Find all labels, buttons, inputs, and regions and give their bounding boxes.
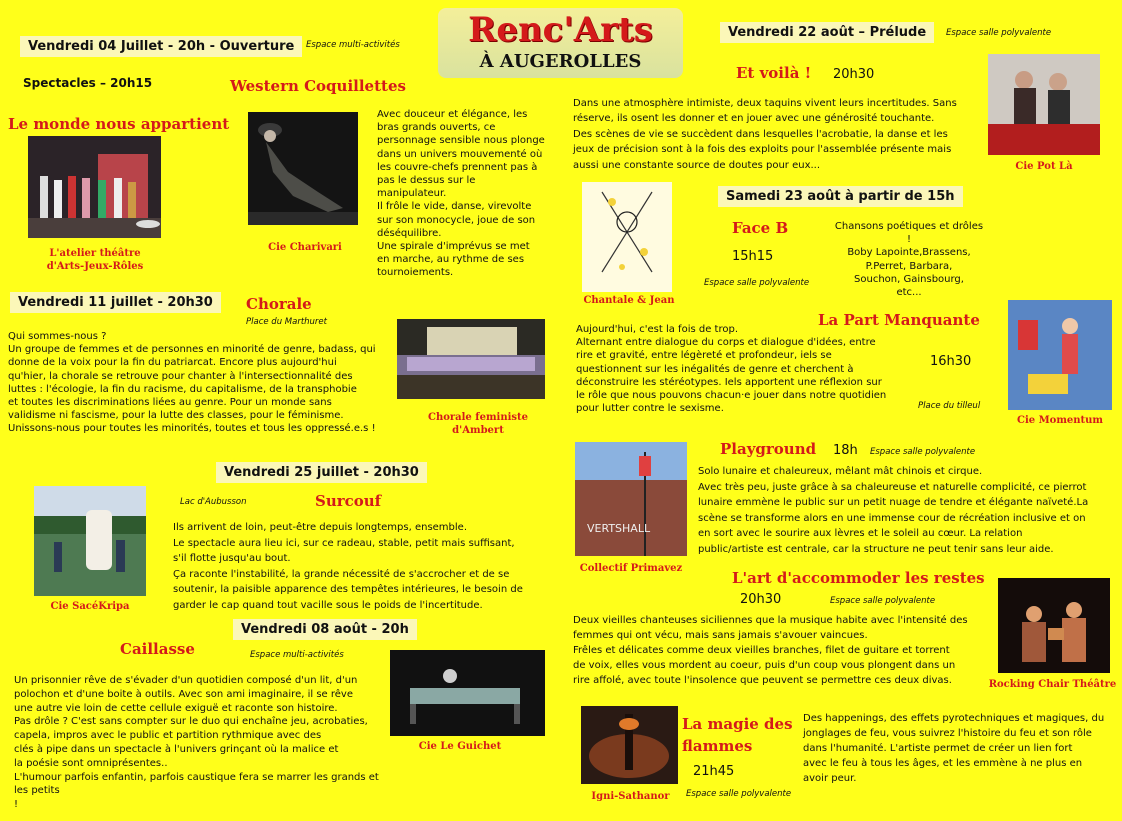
faceb-description [834,220,984,299]
caillasse-line: Pas drôle ? C'est sans compter sur le duo qui enchaîne jeu, acrobaties, [14,716,368,728]
date-08-aout: Vendredi 08 août - 20h [233,619,417,640]
flammes-line: avoir peur. [803,773,857,784]
restes-line: Frêles et délicates comme deux vieilles branches, filet de guitare et torrent [573,645,950,656]
venue-caillasse: Espace multi-activités [250,650,344,660]
etvoila-line: aussi une constante source de doutes pour eux... [573,159,821,171]
playground-title: Playground [720,440,817,458]
western-line: personnage sensible nous plonge [377,135,545,147]
chorale-line: Qui sommes-nous ? [8,331,107,342]
western-line: Une spirale d'imprévus se met [377,241,530,253]
venue-ev5: Espace salle polyvalente [946,28,1052,38]
partmanquante-line: questionnent sur les inégalités de genre et cherchent à [576,363,854,375]
date-22-aout: Vendredi 22 août – Prélude [720,22,934,43]
flammes-line: Des happenings, des effets pyrotechniques et magiques, du [803,713,1105,724]
caillasse-line: capela, impros avec le public et partition rythmique avec des [14,730,322,742]
partmanquante-line: déconstruire les stéréotypes. Iels apportent une réflexion sur [576,376,882,388]
etvoila-line: jeux de précision sont à la fois des exploits pour l'assemblée présente mais [573,144,952,156]
surcouf-title: Surcouf [315,492,382,510]
faceb-line: Chansons poétiques et drôles ! [834,221,984,246]
monde-title: Le monde nous appartient [8,115,230,133]
playground-line: Solo lunaire et chaleureux, mêlant mât chinois et cirque. [698,466,983,477]
playground-line: en sort avec le sourire aux lèvres et le soleil au cœur. La relation [698,528,1023,540]
caillasse-line: ! [14,799,19,811]
caillasse-line: L'humour parfois enfantin, parfois caustique fera se marrer les grands et les petits [14,771,379,797]
flammes-line: avec le feu à tous les âges, et les emmène à ne plus en [803,758,1083,769]
caption-cie-le-guichet: Cie Le Guichet [418,741,502,752]
restes-line: Deux vieilles chanteuses siciliennes que la musique habite avec l'intensité des [573,615,968,626]
caption-rocking-chair: Rocking Chair Théâtre [988,679,1117,690]
partmanquante-line: pour lutter contre le sexisme. [576,403,724,415]
surcouf-line: s'il flotte jusqu'au bout. [173,553,291,564]
surcouf-line: Ça raconte l'instabilité, la grande nécessité de s'accrocher et de se [173,568,510,580]
photo-caillasse [390,650,545,736]
caption-igni-sathanor: Igni-Sathanor [591,791,670,802]
etvoila-time: 20h30 [833,67,875,82]
western-line: manipulateur. [377,188,447,200]
festival-subtitle: À AUGEROLLES [479,51,642,72]
venue-restes: Espace salle polyvalente [830,596,936,606]
flammes-line: dans l'humanité. L'artiste permet de créer un lien fort [803,743,1073,754]
venue-faceb: Espace salle polyvalente [704,278,810,288]
restes-line: femmes qui ont vécu, mais sans jamais s'avouer vaincues. [573,630,868,641]
chorale-line: Unissons-nous pour toutes les minorités, toutes et tous les oppressé.e.s ! [8,423,376,435]
western-line: bras grands ouverts, ce [377,122,496,134]
flammes-time: 21h45 [693,764,735,779]
chorale-line: donne de la voix pour la fin du patriarcat. Encore plus aujourd'hui [8,357,337,369]
playground-description [698,464,1108,558]
western-line: pas le dessus sur le [377,175,476,187]
caillasse-line: Un prisonnier rêve de s'évader d'un quotidien composé d'un lit, d'un [14,675,358,686]
photo-surcouf [34,486,146,596]
faceb-time: 15h15 [732,249,774,264]
caption-chorale-line1: Chorale feministe [427,412,528,423]
caption-atelier-theatre [40,247,150,273]
caillasse-line: clés à pipe dans un spectacle à l'univers grinçant où la malice et [14,743,339,755]
chorale-line: Un groupe de femmes et de personnes en minorité de genre, badass, qui [8,344,376,356]
etvoila-line: Dans une atmosphère intimiste, deux taquins vivent leurs incertitudes. Sans [573,98,957,109]
etvoila-description [573,96,978,173]
western-line: déséquilibre. [377,227,442,239]
chorale-line: validisme ni fascisme, pour la lutte des classes, pour le féminisme. [8,410,344,422]
venue-chorale: Place du Marthuret [246,317,327,327]
venue-ev1: Espace multi-activités [306,40,400,50]
western-line: dans un univers mouvementé où [377,148,543,160]
flammes-title [682,713,793,757]
caption-atelier-line2: d'Arts-Jeux-Rôles [46,261,144,272]
surcouf-line: Ils arrivent de loin, peut-être depuis longtemps, ensemble. [173,522,468,533]
photo-part-manquante [1008,300,1112,410]
western-line: sur son monocycle, joue de son [377,214,536,226]
photo-chorale [397,319,545,399]
photo-face-b [582,182,672,292]
playground-line: public/artiste est centrale, car la structure ne peut tenir sans leur aide. [698,543,1054,555]
caption-chorale-line2: d'Ambert [452,425,504,436]
caption-cie-momentum: Cie Momentum [1016,415,1104,426]
flammes-description [803,711,1115,786]
restes-line: rire affolé, avec toute l'insolence que peuvent se permettre ces deux divas. [573,675,952,686]
playground-line: scène se transforme alors en une immense cour de récréation inclusive et on [698,512,1086,524]
chorale-line: qu'hier, la chorale se retrouve pour chanter à l'intersectionnalité des [8,370,353,382]
caillasse-title: Caillasse [120,640,195,658]
photo-et-voila [988,54,1100,155]
venue-partmanquante: Place du tilleul [918,401,981,411]
playground-wall-sign: VERTSHALL [587,522,651,535]
western-line: tournoiements. [377,267,454,279]
surcouf-description [173,520,553,613]
restes-title: L'art d'accommoder les restes [732,569,985,587]
chorale-line: et toutes les discriminations liées au genre. Pour un monde sans [8,397,332,409]
caption-cie-charivari: Cie Charivari [268,242,342,253]
surcouf-line: soutenir, la paisible apparence des tempêtes intérieures, le besoin de [173,584,523,595]
venue-flammes: Espace salle polyvalente [686,789,792,799]
chorale-line: luttes : l'écologie, la fin du racisme, du capitalisme, de la transphobie [8,383,357,395]
caillasse-line: une autre vie loin de cette cellule exiguë et raconte son histoire. [14,702,338,714]
caillasse-description [14,674,394,812]
caillasse-line: polochon et d'une boite à outils. Avec son ami imaginaire, il se rêve [14,688,353,700]
western-title: Western Coquillettes [230,77,406,95]
partmanquante-line: Aujourd'hui, c'est la fois de trop. [576,324,738,335]
faceb-line: Boby Lapointe,Brassens, [847,247,971,259]
surcouf-line: garder le cap quand tout vacille sous le poids de l'incertitude. [173,599,483,611]
chorale-description [8,330,398,436]
caillasse-line: la poésie sont omniprésentes.. [14,757,168,769]
caption-cie-sacekripa: Cie SacéKripa [50,601,130,612]
faceb-line: etc... [896,287,922,299]
faceb-line: P.Perret, Barbara, [865,260,953,272]
partmanquante-line: rire et gravité, entre légèreté et profondeur, iels se [576,350,832,362]
date-25-juillet: Vendredi 25 juillet - 20h30 [216,462,427,483]
photo-monde-nous-appartient [28,136,161,238]
partmanquante-title: La Part Manquante [818,311,980,329]
surcouf-line: Le spectacle aura lieu ici, sur ce radeau, stable, petit mais suffisant, [173,537,515,549]
festival-logo [438,8,683,78]
playground-line: Avec très peu, juste grâce à sa chaleureuse et naturelle complicité, ce pierrot [698,481,1087,493]
partmanquante-line: le rôle que nous pouvons chacun·e jouer dans notre quotidien [576,390,887,402]
western-line: les couvre-chefs prennent pas à [377,161,538,173]
caption-chantale-jean: Chantale & Jean [583,295,675,306]
chorale-title: Chorale [246,295,312,313]
restes-description [573,613,983,688]
etvoila-line: Des scènes de vie se succèdent dans lesquelles l'acrobatie, la danse et les [573,128,948,140]
date-23-aout: Samedi 23 août à partir de 15h [718,186,963,207]
flammes-title-line2: flammes [682,737,753,755]
partmanquante-description [576,323,906,415]
western-line: Il frôle le vide, danse, virevolte [377,201,532,213]
photo-rocking-chair [998,578,1110,673]
venue-playground: Espace salle polyvalente [870,447,976,457]
etvoila-line: réserve, ils osent les donner et en jouer avec une générosité touchante. [573,113,935,125]
western-description [377,108,557,280]
western-line: en marche, au rythme de ses [377,254,525,266]
partmanquante-time: 16h30 [930,354,972,369]
faceb-line: Souchon, Gainsbourg, [854,273,964,285]
photo-flammes [581,706,678,784]
flammes-title-line1: La magie des [682,715,793,733]
caption-atelier-line1: L'atelier théâtre [49,248,141,259]
restes-time: 20h30 [740,592,782,607]
western-line: Avec douceur et élégance, les [377,109,528,120]
date-04-juillet: Vendredi 04 Juillet - 20h - Ouverture [20,36,302,57]
playground-time: 18h [833,443,858,458]
venue-surcouf: Lac d'Aubusson [180,497,247,507]
partmanquante-line: Alternant entre dialogue du corps et dialogue d'idées, entre [576,337,876,349]
date-11-juillet: Vendredi 11 juillet - 20h30 [10,292,221,313]
restes-line: de voix, elles vous mordent au coeur, puis d'un coup vous plongent dans un [573,660,956,671]
faceb-title: Face B [732,219,789,237]
flammes-line: jonglages de feu, vous suivrez l'histoire du feu et son rôle [803,728,1092,739]
playground-line: lunaire emmène le public sur un petit nuage de tendre et élégante naïveté.La [698,497,1089,509]
caption-collectif-primavez: Collectif Primavez [579,563,683,574]
caption-chorale [418,411,538,437]
spectacles-time: Spectacles – 20h15 [23,76,153,90]
festival-title: Renc'Arts [468,10,653,50]
photo-western-coquillettes [248,112,358,225]
photo-playground [575,442,687,556]
etvoila-title: Et voilà ! [736,64,812,82]
caption-cie-pot-la: Cie Pot Là [1015,161,1073,172]
